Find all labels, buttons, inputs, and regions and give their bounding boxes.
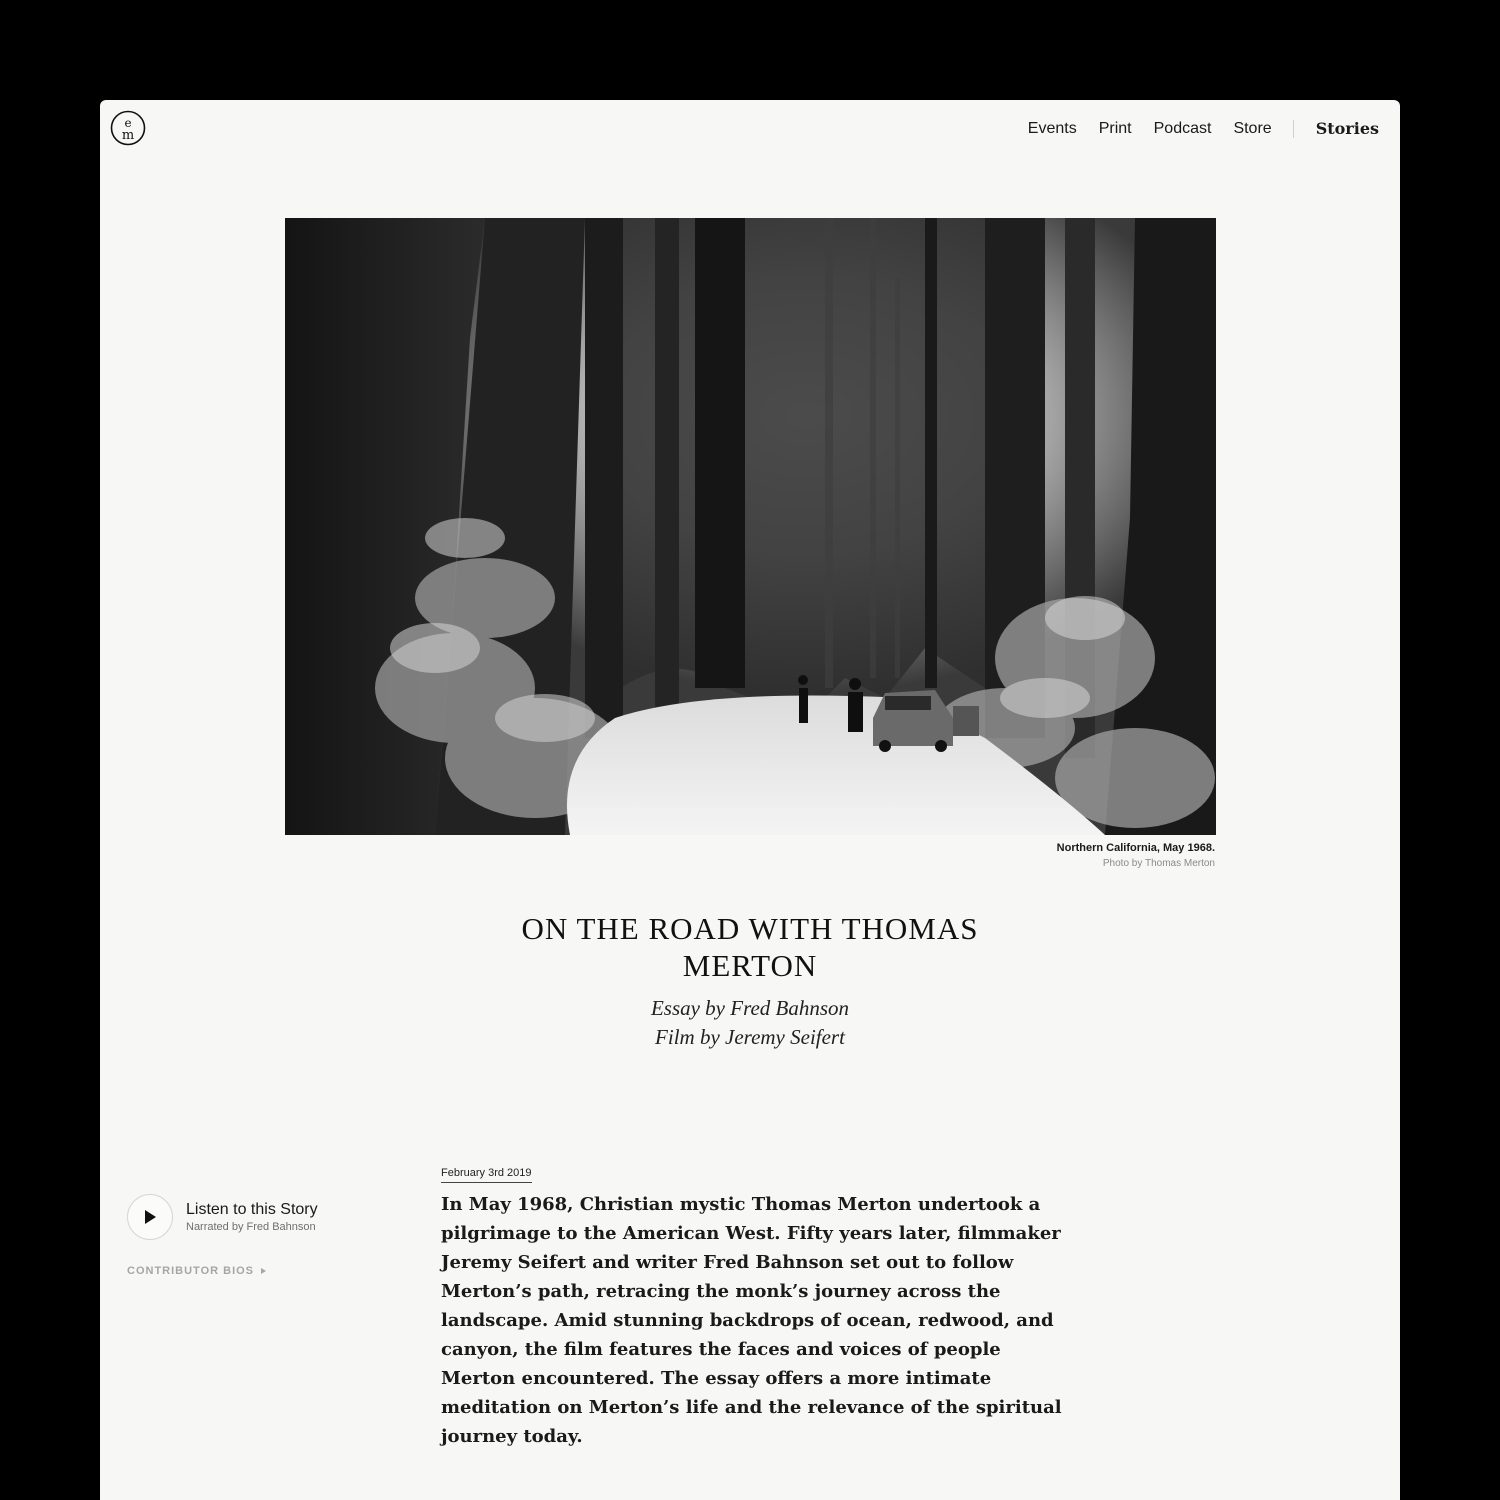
article-title: ON THE ROAD WITH THOMAS MERTON [521, 911, 979, 983]
play-icon [143, 1209, 157, 1225]
nav-store[interactable]: Store [1233, 119, 1272, 137]
nav-print[interactable]: Print [1098, 119, 1132, 137]
contributor-bios-label: CONTRIBUTOR BIOS [127, 1265, 255, 1277]
byline-film: Film by Jeremy Seifert [655, 1025, 845, 1049]
main-nav [1028, 119, 1379, 138]
svg-text:e: e [124, 116, 132, 130]
hero-photo [285, 218, 1216, 835]
publish-date: February 3rd 2019 [441, 1167, 532, 1183]
photo-credit: Photo by Thomas Merton [1102, 858, 1215, 869]
listen-text [186, 1200, 318, 1235]
article-intro: In May 1968, Christian mystic Thomas Merton undertook a pilgrimage to the American West. Fifty years later, filmmaker Jeremy Seifert and writer Fred Bahnson set out to follow Merton’s path, retracing the monk’s journey across the landscape. Amid stunning backdrops of ocean, redwood, and canyon, the film features the faces and voices of people Merton encountered. The essay offers a more intimate meditation on Merton’s life and the relevance of the spiritual journey today. [441, 1194, 1062, 1447]
nav-divider [1293, 120, 1294, 138]
photo-caption-text: Northern California, May 1968. [1056, 842, 1215, 854]
nav-stories[interactable]: Stories [1315, 119, 1379, 138]
play-button[interactable] [127, 1194, 173, 1240]
contributor-bios-link[interactable] [127, 1265, 266, 1277]
listen-to-story[interactable] [127, 1194, 318, 1240]
byline-essay: Essay by Fred Bahnson [650, 996, 850, 1020]
em-monogram-logo-icon[interactable] [110, 110, 146, 146]
browser-page [100, 100, 1400, 1500]
listen-title: Listen to this Story [186, 1200, 318, 1218]
svg-text:m: m [121, 128, 135, 143]
article-byline [490, 994, 1010, 1052]
nav-events[interactable]: Events [1027, 119, 1077, 137]
narrator-credit: Narrated by Fred Bahnson [186, 1220, 316, 1233]
photo-caption [1057, 841, 1215, 871]
triangle-right-icon [261, 1268, 266, 1274]
nav-podcast[interactable]: Podcast [1153, 119, 1212, 137]
